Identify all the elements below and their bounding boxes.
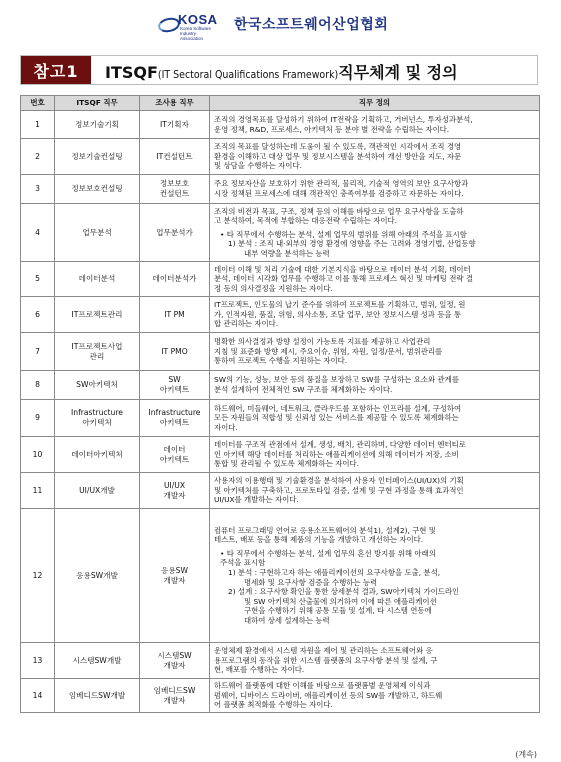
row-number: 9 xyxy=(21,400,55,437)
definition-line: 정 등의 의사결정을 지원하는 자이다. xyxy=(214,283,333,293)
definition-line: 및 상담을 수행하는 자이다. xyxy=(214,161,302,171)
itsqf-job-line: UI/UX개발 xyxy=(79,485,115,495)
document-title-box xyxy=(20,55,538,85)
itsqf-job-line: 응용SW개발 xyxy=(76,570,118,580)
definition-cell xyxy=(210,262,540,297)
definition-line: 명확한 의사결정과 방향 설정이 가능토록 지표를 제공하고 사업관리 xyxy=(214,337,431,347)
survey-job-cell xyxy=(140,175,210,204)
survey-job-cell xyxy=(140,437,210,473)
itsqf-job-line: 데이터아키텍처 xyxy=(71,449,123,459)
itsqf-job-cell xyxy=(55,679,140,713)
table-row xyxy=(21,643,540,679)
definition-cell xyxy=(210,509,540,643)
row-number: 14 xyxy=(21,679,55,713)
itsqf-job-cell xyxy=(55,111,140,139)
survey-job-cell xyxy=(140,262,210,297)
definition-line: 어 플랫폼 최적화를 수행하는 자이다. xyxy=(214,700,333,710)
itsqf-job-cell xyxy=(55,473,140,509)
definition-note-line: 2) 설계 : 요구사항 확인을 통한 상세분석 결과, SW아키텍처 가이드라인 xyxy=(228,587,460,597)
definition-cell xyxy=(210,139,540,175)
survey-job-cell xyxy=(140,204,210,262)
title-paren: (IT Sectoral Qualifications Framework) xyxy=(157,69,339,81)
definition-line: 하드웨어 플랫폼에 대한 이해를 바탕으로 플랫폼별 운영체제 이식과 xyxy=(214,681,431,691)
column-header-survey-job: 조사용 직무 xyxy=(140,96,210,111)
definition-line: 운영체제 환경에서 시스템 자원을 제어 및 관리하는 소프트웨어와 응 xyxy=(214,646,433,656)
survey-job-line: IT PM xyxy=(164,309,185,319)
survey-job-line: 개발자 xyxy=(163,575,186,585)
table-header-row xyxy=(21,96,540,111)
definition-line: 분석 설계하여 전체적인 SW 구조를 체계화하는 자이다. xyxy=(214,385,393,394)
table-row xyxy=(21,371,540,400)
definition-cell xyxy=(210,400,540,437)
survey-job-cell xyxy=(140,333,210,371)
survey-job-cell xyxy=(140,371,210,400)
survey-job-line: 컨설턴트 xyxy=(159,189,190,198)
definition-line: SW의 기능, 성능, 보안 등의 품질을 보장하고 SW를 구성하는 요소와 관계를 xyxy=(214,375,459,385)
definition-line: 주요 정보자산을 보호하기 위한 관리적, 물리적, 기술적 영역의 보안 요구사항과 xyxy=(214,179,469,189)
definition-line: 테스트, 배포 등을 통해 제품의 기능을 개발하고 개선하는 자이다. xyxy=(214,535,424,545)
definition-line: 조직의 목표를 달성하는데 도움이 될 수 있도록, 객관적인 시각에서 조직 경영 xyxy=(214,142,462,152)
definition-cell xyxy=(210,204,540,262)
itsqf-job-line: 임베디드SW개발 xyxy=(68,690,126,700)
survey-job-line: 개발자 xyxy=(163,490,186,500)
definition-cell xyxy=(210,111,540,139)
logo-subtitle: Korea Software Industry Association xyxy=(180,26,212,41)
row-number: 10 xyxy=(21,437,55,473)
table-row xyxy=(21,139,540,175)
itsqf-job-line: IT프로젝트사업 xyxy=(71,341,123,351)
survey-job-line: 임베디드SW xyxy=(153,685,196,695)
definition-line: 데이터를 구조적 관점에서 설계, 생성, 배치, 관리하며, 다양한 데이터 엔터티로 xyxy=(214,440,466,450)
survey-job-line: IT기획자 xyxy=(160,119,189,129)
itsqf-job-line: Infrastructure xyxy=(71,408,123,418)
survey-job-line: Infrastructure xyxy=(148,408,201,418)
row-number: 3 xyxy=(21,175,55,204)
definition-note-line: 및 SW 아키텍처 산출물에 의거하여 이에 따른 애플리케이션 xyxy=(244,596,437,606)
row-number: 6 xyxy=(21,297,55,333)
definition-line: 환경을 이해하고 대상 업무 및 정보시스템을 분석하여 개선 방안을 지도, 자문 xyxy=(214,151,462,161)
itsqf-job-line: 업무분석 xyxy=(82,227,112,237)
definition-line: 지침 및 표준화 방향 제시, 주요이슈, 위험, 자원, 일정/문서, 범위관리를 xyxy=(214,346,443,356)
definition-line: UI/UX를 개발하는 자이다. xyxy=(214,495,299,505)
itsqf-job-line: 데이터분석 xyxy=(78,274,116,284)
column-header-definition: 직무 정의 xyxy=(210,96,540,111)
itsqf-job-line: 시스템SW개발 xyxy=(72,655,122,665)
logo-text: KOSA xyxy=(178,12,218,27)
definition-note-line: 내부 역량을 분석하는 능력 xyxy=(244,248,330,258)
definition-line: 하드웨어, 미들웨어, 네트워크, 클라우드를 포함하는 인프라를 설계, 구성하여 xyxy=(214,403,462,413)
itsqf-job-cell xyxy=(55,437,140,473)
definition-line: 사용자의 이용행태 및 기술환경을 분석하여 사용자 인터페이스(UI/UX)의 기획 xyxy=(214,476,464,486)
itsqf-job-cell xyxy=(55,371,140,400)
definition-note-line: 1) 분석 : 구현하고자 하는 애플리케이션의 요구사항을 도출, 분석, xyxy=(228,567,441,577)
definition-line: 시장 정책된 프로세스에 대해 객관적인 충족여부를 검증하고 자문하는 자이다. xyxy=(214,189,464,198)
survey-job-line: IT컨설턴트 xyxy=(156,151,193,161)
itsqf-job-line: 아키텍처 xyxy=(82,418,112,427)
survey-job-line: 개발자 xyxy=(163,695,186,705)
survey-job-line: 아키텍트 xyxy=(159,418,190,427)
row-number: 8 xyxy=(21,371,55,400)
header-logo xyxy=(0,8,561,42)
definition-line: 운영 정책, R&D, 프로세스, 아키텍처 등 분야 별 전략을 수립하는 자이다. xyxy=(214,124,450,134)
definition-notes xyxy=(214,230,535,259)
definition-cell xyxy=(210,473,540,509)
definition-line: 인 아키텍 해당 데이터를 처리하는 애플리케이션에 의해 데이터가 저장, 소비 xyxy=(214,449,459,459)
definition-note-line: 대하여 상세 설계하는 능력 xyxy=(244,615,330,625)
survey-job-line: 응용SW xyxy=(161,565,188,575)
reference-tag: 참고1 xyxy=(21,56,91,84)
definition-line: 및 아키텍처를 구축하고, 프로토타입 검증, 설계 및 구현 과정을 통해 효과적인 xyxy=(214,485,464,495)
definition-line: 조직의 경영목표를 달성하기 위하여 IT전략을 기획하고, 거버넌스, 투자성과분석, xyxy=(214,114,473,124)
survey-job-cell xyxy=(140,111,210,139)
itsqf-job-cell xyxy=(55,643,140,679)
column-header-number: 번호 xyxy=(21,96,55,111)
itsqf-job-line: 정보기술컨설팅 xyxy=(71,151,123,161)
row-number: 5 xyxy=(21,262,55,297)
table-row xyxy=(21,509,540,643)
survey-job-cell xyxy=(140,643,210,679)
definition-line: 컴퓨터 프로그래밍 언어로 응용소프트웨어의 분석1), 설계2), 구현 및 xyxy=(214,525,436,535)
definition-note-line: 1) 분석 : 조직 내·외부의 경영 환경에 영향을 주는 고려와 경영기법, 산업동향 xyxy=(228,239,476,249)
row-number: 2 xyxy=(21,139,55,175)
itsqf-job-cell xyxy=(55,175,140,204)
survey-job-line: IT PMO xyxy=(161,346,188,356)
definition-line: 고 분석하여, 목적에 부합하는 대응전략 수립하는 자이다. xyxy=(214,216,398,226)
definition-line: 조직의 비전과 목표, 구조, 정책 등의 이해를 바탕으로 업무 요구사항을 도출하 xyxy=(214,206,464,216)
title-suffix: 직무체계 및 정의 xyxy=(338,63,458,82)
definition-line: 분석, 데이터 시각화 업무를 수행하고 이를 통해 프로세스 혁신 및 마케팅 전략 결 xyxy=(214,274,474,284)
table-row xyxy=(21,679,540,713)
survey-job-line: 업무분석가 xyxy=(156,227,193,237)
itsqf-job-line: SW아키텍처 xyxy=(76,380,118,390)
itsqf-job-cell xyxy=(55,262,140,297)
table-row xyxy=(21,333,540,371)
definition-line: 통합 및 관리될 수 있도록 체계화하는 자이다. xyxy=(214,459,359,469)
row-number: 1 xyxy=(21,111,55,139)
definition-line: IT프로젝트, 인도물의 납기 준수를 위하여 프로젝트를 기획하고, 범위, 일정, 원 xyxy=(214,300,466,310)
itsqf-job-cell xyxy=(55,400,140,437)
table-row xyxy=(21,437,540,473)
survey-job-line: 아키텍트 xyxy=(159,385,190,394)
row-number: 13 xyxy=(21,643,55,679)
definition-note-line: 주석을 표시함 xyxy=(220,558,266,568)
itsqf-job-cell xyxy=(55,139,140,175)
itsqf-job-cell xyxy=(55,297,140,333)
table-row xyxy=(21,204,540,262)
survey-job-line: UI/UX xyxy=(163,480,186,490)
title-prefix: ITSQF xyxy=(105,63,158,82)
definition-line: 자이다. xyxy=(214,422,238,432)
organization-name: 한국소프트웨어산업협회 xyxy=(234,17,389,33)
continued-note: (계속) xyxy=(515,750,537,759)
definition-line: 데이터 이해 및 처리 기술에 대한 기본지식을 바탕으로 데이터 분석 기획, 데이터 xyxy=(214,264,471,274)
survey-job-line: 데이터 xyxy=(163,444,186,454)
definition-line: 가, 인적자원, 품질, 위험, 의사소통, 조달 업무, 보안 정보시스템 성과 등을 통 xyxy=(214,309,461,319)
definition-line: 통하여 프로젝트 수행을 지원하는 자이다. xyxy=(214,356,348,366)
survey-job-line: 정보보호 xyxy=(159,179,190,189)
survey-job-cell xyxy=(140,679,210,713)
page-title xyxy=(105,60,458,83)
itsqf-job-line: 정보보호컨설팅 xyxy=(71,184,123,194)
survey-job-cell xyxy=(140,400,210,437)
itsqf-job-cell xyxy=(55,204,140,262)
survey-job-cell xyxy=(140,297,210,333)
definition-note-line: 구현을 수행하기 위해 공통 모듈 및 설계, 타 시스템 연동에 xyxy=(244,606,432,616)
itsqf-job-line: 정보기술기획 xyxy=(74,119,119,129)
job-definition-table xyxy=(20,95,540,713)
table-row xyxy=(21,473,540,509)
definition-line: 펌웨어, 디바이스 드라이버, 애플리케이션 등의 SW를 개발하고, 하드웨 xyxy=(214,690,443,700)
table-row xyxy=(21,400,540,437)
itsqf-job-line: IT프로젝트관리 xyxy=(71,309,123,319)
definition-cell xyxy=(210,333,540,371)
itsqf-job-cell xyxy=(55,333,140,371)
survey-job-line: 시스템SW xyxy=(157,650,192,660)
row-number: 4 xyxy=(21,204,55,262)
itsqf-job-line: 관리 xyxy=(89,351,105,361)
definition-cell xyxy=(210,175,540,204)
table-row xyxy=(21,111,540,139)
definition-cell xyxy=(210,371,540,400)
survey-job-line: 데이터분석가 xyxy=(152,274,197,284)
row-number: 7 xyxy=(21,333,55,371)
survey-job-cell xyxy=(140,139,210,175)
definition-line: 현, 배포를 수행하는 자이다. xyxy=(214,665,305,675)
row-number: 11 xyxy=(21,473,55,509)
definition-note-line: 명세화 및 요구사항 검증을 수행하는 능력 xyxy=(244,577,378,587)
definition-cell xyxy=(210,679,540,713)
table-row xyxy=(21,175,540,204)
survey-job-line: 아키텍트 xyxy=(159,454,190,464)
survey-job-cell xyxy=(140,509,210,643)
definition-cell xyxy=(210,643,540,679)
survey-job-cell xyxy=(140,473,210,509)
itsqf-job-cell xyxy=(55,509,140,643)
definition-line: 합 관리하는 자이다. xyxy=(214,319,279,329)
definition-cell xyxy=(210,297,540,333)
table-body xyxy=(21,111,540,713)
table-row xyxy=(21,262,540,297)
definition-note-line: • 타 직무에서 수행하는 분석, 설계 업무의 범위를 위해 아래의 주석을 표시함 xyxy=(220,229,467,239)
definition-note-line: • 타 직무에서 수행하는 분석, 설계 업무의 혼선 방지를 위해 아래의 xyxy=(220,548,436,558)
definition-line: 용프로그램의 동작을 위한 시스템 플랫폼의 요구사항 분석 및 설계, 구 xyxy=(214,655,438,665)
table-row xyxy=(21,297,540,333)
definition-cell xyxy=(210,437,540,473)
definition-notes xyxy=(214,549,535,626)
definition-line: 모든 자원들의 적합성 및 신뢰성 있는 서비스를 제공할 수 있도록 체계화하는 xyxy=(214,413,459,423)
column-header-itsqf-job: ITSQF 직무 xyxy=(55,96,140,111)
row-number: 12 xyxy=(21,509,55,643)
survey-job-line: SW xyxy=(168,375,181,385)
survey-job-line: 개발자 xyxy=(163,660,186,670)
